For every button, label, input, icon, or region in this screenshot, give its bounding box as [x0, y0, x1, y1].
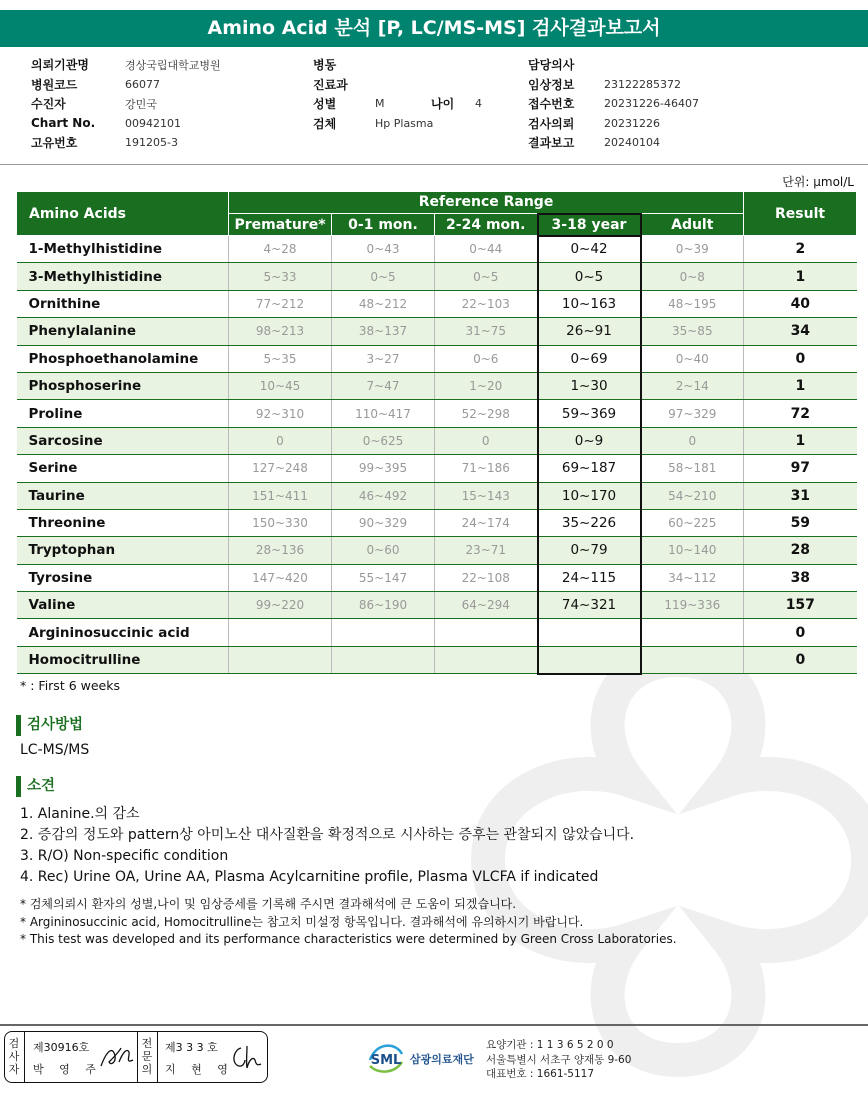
result-value: 1: [744, 372, 857, 399]
finding-item: 3. R/O) Non-specific condition: [20, 848, 229, 864]
reference-range-3-18-year: [538, 619, 641, 646]
reference-range-cell: 48~195: [641, 290, 744, 317]
reference-range-3-18-year: 69~187: [538, 455, 641, 482]
result-value: 0: [744, 646, 857, 673]
lab-name: 삼광의료재단: [410, 1053, 474, 1066]
reference-range-cell: 90~329: [332, 509, 435, 536]
reference-range-cell: 0: [641, 427, 744, 454]
header-3-18-year: 3-18 year: [538, 214, 641, 236]
header-result: Result: [744, 192, 857, 236]
table-row: [17, 592, 857, 619]
amino-acid-name: 1-Methylhistidine: [17, 236, 229, 263]
reference-range-cell: 99~395: [332, 455, 435, 482]
info-label: 진료과: [313, 77, 348, 92]
reference-range-cell: 110~417: [332, 400, 435, 427]
reference-range-cell: 71~186: [435, 455, 538, 482]
lab-info-line: 요양기관 : 1 1 3 6 5 2 0 0: [486, 1039, 614, 1051]
info-value: 00942101: [125, 116, 181, 130]
info-label: 병동: [313, 58, 337, 73]
specialist-name: 지 현 영: [165, 1063, 234, 1076]
table-row: [17, 290, 857, 317]
result-value: 0: [744, 619, 857, 646]
reference-range-3-18-year: 0~79: [538, 537, 641, 564]
reference-range-3-18-year: 35~226: [538, 509, 641, 536]
info-value: 경상국립대학교병원: [125, 58, 221, 72]
result-value: 59: [744, 509, 857, 536]
info-label: 임상정보: [528, 77, 575, 92]
reference-range-cell: 5~33: [229, 263, 332, 290]
info-value: 191205-3: [125, 136, 178, 150]
amino-acid-name: Phosphoethanolamine: [17, 345, 229, 372]
result-value: 97: [744, 455, 857, 482]
sml-logo-icon: [366, 1040, 406, 1076]
reference-range-cell: 7~47: [332, 372, 435, 399]
reference-range-cell: 46~492: [332, 482, 435, 509]
reference-range-cell: 0~44: [435, 236, 538, 263]
table-row: [17, 236, 857, 263]
reference-range-cell: 77~212: [229, 290, 332, 317]
reference-range-cell: 60~225: [641, 509, 744, 536]
reference-range-cell: 0~5: [332, 263, 435, 290]
header-2-24-mon: 2-24 mon.: [435, 214, 538, 236]
reference-range-cell: 28~136: [229, 537, 332, 564]
result-value: 2: [744, 236, 857, 263]
table-row: [17, 482, 857, 509]
reference-range-cell: [229, 619, 332, 646]
sml-logo-text: SML: [370, 1053, 402, 1068]
footer-divider: [0, 1024, 868, 1026]
amino-acid-name: Phosphoserine: [17, 372, 229, 399]
result-value: 1: [744, 427, 857, 454]
reference-range-cell: 34~112: [641, 564, 744, 591]
note-item: * This test was developed and its performance characteristics were determined by Green Cross Laboratories.: [20, 932, 677, 946]
reference-range-cell: 0~6: [435, 345, 538, 372]
reference-range-cell: 0: [229, 427, 332, 454]
amino-acid-name: Valine: [17, 592, 229, 619]
finding-item: 2. 증감의 정도와 pattern상 아미노산 대사질환을 확정적으로 시사하는 증후는 관찰되지 않았습니다.: [20, 827, 635, 843]
reference-range-cell: 127~248: [229, 455, 332, 482]
info-label: 고유번호: [31, 136, 78, 151]
header-0-1-mon: 0-1 mon.: [332, 214, 435, 236]
reference-range-cell: 48~212: [332, 290, 435, 317]
reference-range-cell: 99~220: [229, 592, 332, 619]
reference-range-cell: 0~625: [332, 427, 435, 454]
specialist-label: 전 문 의: [141, 1037, 153, 1076]
result-value: 72: [744, 400, 857, 427]
amino-acid-name: Taurine: [17, 482, 229, 509]
finding-item: 1. Alanine.의 감소: [20, 806, 140, 822]
tester-license: 제30916호: [33, 1041, 90, 1054]
specialist-signature-icon: [227, 1042, 263, 1072]
reference-range-cell: 98~213: [229, 318, 332, 345]
reference-range-cell: [435, 646, 538, 673]
method-heading: 검사방법: [16, 715, 83, 736]
notes-list: [20, 896, 677, 949]
reference-range-cell: 10~45: [229, 372, 332, 399]
header-divider: [0, 164, 868, 165]
reference-range-cell: 38~137: [332, 318, 435, 345]
specialist-license: 제3 3 3 호: [165, 1041, 218, 1054]
reference-range-3-18-year: 74~321: [538, 592, 641, 619]
findings-heading: 소견: [16, 776, 55, 797]
result-value: 34: [744, 318, 857, 345]
patient-info-col2: [313, 55, 482, 133]
reference-range-cell: 5~35: [229, 345, 332, 372]
amino-acid-name: Sarcosine: [17, 427, 229, 454]
info-value: 23122285372: [604, 77, 681, 91]
lab-info: [486, 1038, 631, 1082]
reference-range-3-18-year: 0~69: [538, 345, 641, 372]
info-value: 4: [475, 97, 482, 111]
result-value: 40: [744, 290, 857, 317]
table-row: [17, 455, 857, 482]
reference-range-3-18-year: 1~30: [538, 372, 641, 399]
note-item: * 검체의뢰시 환자의 성별,나이 및 임상증세를 기록해 주시면 결과해석에 큰 도움이 되겠습니다.: [20, 897, 517, 911]
table-row: [17, 509, 857, 536]
info-value: 20231226: [604, 116, 660, 130]
info-label: 접수번호: [528, 97, 575, 112]
reference-range-cell: 35~85: [641, 318, 744, 345]
reference-range-cell: 64~294: [435, 592, 538, 619]
reference-range-cell: 2~14: [641, 372, 744, 399]
info-value: M: [375, 97, 385, 111]
reference-range-cell: [435, 619, 538, 646]
lab-info-line: 대표번호 : 1661-5117: [486, 1068, 595, 1080]
info-label: 성별: [313, 97, 337, 112]
reference-range-3-18-year: [538, 646, 641, 673]
amino-acid-name: Homocitrulline: [17, 646, 229, 673]
reference-range-cell: 24~174: [435, 509, 538, 536]
reference-range-cell: [641, 646, 744, 673]
info-label: 담당의사: [528, 58, 575, 73]
reference-range-cell: 86~190: [332, 592, 435, 619]
info-value: 66077: [125, 77, 160, 91]
header-amino-acids: Amino Acids: [17, 192, 229, 236]
reference-range-cell: [641, 619, 744, 646]
lab-info-line: 서울특별시 서초구 양재동 9-60: [486, 1053, 632, 1066]
reference-range-cell: 22~108: [435, 564, 538, 591]
amino-acid-name: Threonine: [17, 509, 229, 536]
reference-range-3-18-year: 0~9: [538, 427, 641, 454]
signature-divider: [137, 1032, 138, 1082]
reference-range-cell: 54~210: [641, 482, 744, 509]
amino-acid-name: Tryptophan: [17, 537, 229, 564]
amino-acid-table: [16, 191, 857, 675]
findings-list: [20, 804, 634, 888]
reference-range-cell: 0~43: [332, 236, 435, 263]
note-item: * Argininosuccinic acid, Homocitrulline는 참고치 미설정 항목입니다. 결과해석에 유의하시기 바랍니다.: [20, 914, 584, 929]
table-row: [17, 400, 857, 427]
reference-range-cell: 3~27: [332, 345, 435, 372]
reference-range-cell: 0~5: [435, 263, 538, 290]
patient-info-col1: [31, 55, 221, 153]
info-value: 20231226-46407: [604, 97, 699, 111]
unit-label: 단위: μmol/L: [782, 175, 854, 189]
result-value: 0: [744, 345, 857, 372]
reference-range-cell: 0~39: [641, 236, 744, 263]
reference-range-cell: 31~75: [435, 318, 538, 345]
reference-range-3-18-year: 0~5: [538, 263, 641, 290]
reference-range-cell: 0: [435, 427, 538, 454]
result-value: 38: [744, 564, 857, 591]
amino-acid-name: Proline: [17, 400, 229, 427]
table-row: [17, 646, 857, 673]
reference-range-cell: 0~60: [332, 537, 435, 564]
signature-divider: [24, 1032, 25, 1082]
reference-range-cell: 0~40: [641, 345, 744, 372]
method-text: LC-MS/MS: [20, 742, 90, 758]
header-reference-range: Reference Range: [229, 192, 744, 214]
reference-range-cell: 119~336: [641, 592, 744, 619]
reference-range-cell: 97~329: [641, 400, 744, 427]
reference-range-3-18-year: 10~170: [538, 482, 641, 509]
table-row: [17, 345, 857, 372]
info-label: 병원코드: [31, 77, 78, 92]
patient-info-col3: [528, 55, 699, 153]
result-value: 157: [744, 592, 857, 619]
info-label: 수진자: [31, 97, 66, 112]
header-adult: Adult: [641, 214, 744, 236]
result-value: 28: [744, 537, 857, 564]
reference-range-cell: 147~420: [229, 564, 332, 591]
reference-range-3-18-year: 10~163: [538, 290, 641, 317]
info-label: 나이: [431, 97, 455, 112]
header-premature: Premature*: [229, 214, 332, 236]
amino-acid-name: Argininosuccinic acid: [17, 619, 229, 646]
info-label: 검사의뢰: [528, 116, 575, 131]
amino-acid-name: 3-Methylhistidine: [17, 263, 229, 290]
info-label: Chart No.: [31, 116, 96, 131]
tester-signature-icon: [99, 1042, 135, 1072]
amino-acid-name: Phenylalanine: [17, 318, 229, 345]
reference-range-cell: [229, 646, 332, 673]
amino-acid-name: Ornithine: [17, 290, 229, 317]
reference-range-cell: 92~310: [229, 400, 332, 427]
amino-acid-name: Serine: [17, 455, 229, 482]
reference-range-cell: 151~411: [229, 482, 332, 509]
tester-label: 검 사 자: [8, 1037, 20, 1076]
table-row: [17, 564, 857, 591]
reference-range-3-18-year: 0~42: [538, 236, 641, 263]
info-label: 결과보고: [528, 136, 575, 151]
info-value: 20240104: [604, 136, 660, 150]
reference-range-3-18-year: 24~115: [538, 564, 641, 591]
reference-range-3-18-year: 26~91: [538, 318, 641, 345]
info-value: Hp Plasma: [375, 116, 434, 130]
table-row: [17, 619, 857, 646]
table-row: [17, 537, 857, 564]
reference-range-cell: 52~298: [435, 400, 538, 427]
reference-range-cell: 22~103: [435, 290, 538, 317]
result-value: 31: [744, 482, 857, 509]
table-row: [17, 318, 857, 345]
reference-range-cell: 55~147: [332, 564, 435, 591]
reference-range-3-18-year: 59~369: [538, 400, 641, 427]
table-row: [17, 372, 857, 399]
signature-box: [4, 1031, 268, 1083]
amino-acid-name: Tyrosine: [17, 564, 229, 591]
info-value: 강민국: [125, 97, 157, 111]
tester-name: 박 영 주: [33, 1063, 102, 1076]
reference-range-cell: 10~140: [641, 537, 744, 564]
reference-range-cell: 0~8: [641, 263, 744, 290]
table-row: [17, 427, 857, 454]
reference-range-cell: 15~143: [435, 482, 538, 509]
reference-range-cell: 23~71: [435, 537, 538, 564]
result-value: 1: [744, 263, 857, 290]
info-label: 의뢰기관명: [31, 58, 89, 73]
table-footnote: * : First 6 weeks: [20, 678, 120, 693]
info-label: 검체: [313, 116, 337, 131]
reference-range-cell: 150~330: [229, 509, 332, 536]
table-row: [17, 263, 857, 290]
report-title: Amino Acid 분석 [P, LC/MS-MS] 검사결과보고서: [0, 10, 868, 47]
reference-range-cell: 4~28: [229, 236, 332, 263]
signature-divider: [157, 1032, 158, 1082]
reference-range-cell: 1~20: [435, 372, 538, 399]
reference-range-cell: [332, 646, 435, 673]
finding-item: 4. Rec) Urine OA, Urine AA, Plasma Acylcarnitine profile, Plasma VLCFA if indicated: [20, 869, 599, 885]
reference-range-cell: 58~181: [641, 455, 744, 482]
reference-range-cell: [332, 619, 435, 646]
